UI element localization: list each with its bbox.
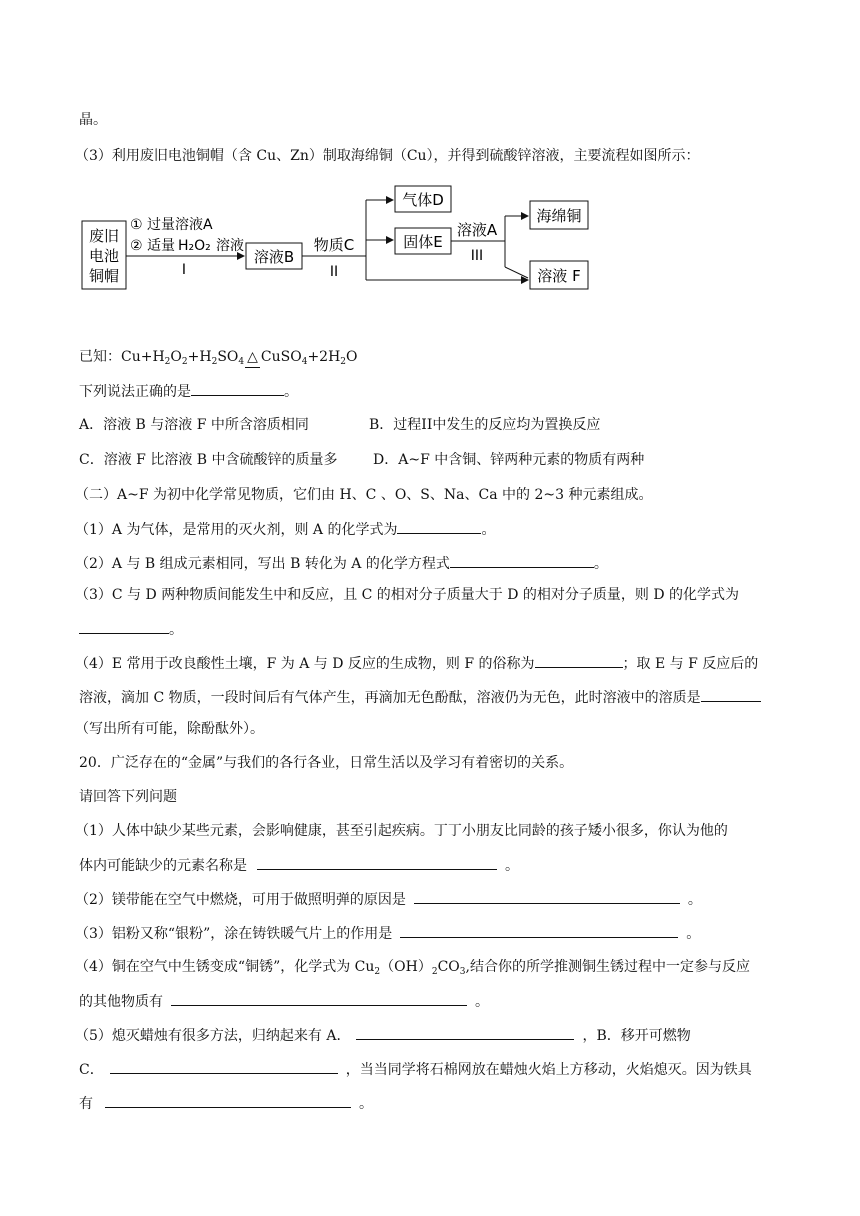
roman-3: III (470, 248, 484, 264)
punct: 。 (169, 622, 183, 638)
box-sponge-copper: 海绵铜 (536, 207, 582, 225)
question-text: 体内可能缺少的元素名称是 (79, 858, 247, 874)
question-text: （1）A 为气体，是常用的灭火剂，则 A 的化学式为 (75, 522, 398, 538)
punct: 。 (686, 926, 701, 942)
box-waste-line3: 铜帽 (88, 267, 120, 285)
option-d: D．A~F 中含铜、锌两种元素的物质有两种 (373, 452, 645, 468)
option-c: C．溶液 F 比溶液 B 中含硫酸锌的质量多 (79, 452, 338, 468)
answer-blank[interactable] (171, 991, 467, 1006)
punct: 。 (284, 384, 298, 400)
question-correct-statement (79, 381, 298, 402)
question-text: CO (437, 959, 460, 975)
step1-reagent-b-pre: ② 适量 (130, 238, 176, 254)
answer-blank[interactable] (701, 687, 761, 702)
text-line-cont: 晶。 (79, 112, 107, 128)
question-text: （4）E 常用于改良酸性土壤，F 为 A 与 D 反应的生成物，则 F 的俗称为 (75, 656, 535, 672)
answer-blank[interactable] (397, 519, 481, 534)
formula-sub: 2 (374, 967, 381, 977)
s2-question-3: （3）C 与 D 两种物质间能发生中和反应，且 C 的相对分子质量大于 D 的相对分子质量，则 D 的化学式为 (75, 587, 740, 603)
question-3-intro: （3）利用废旧电池铜帽（含 Cu、Zn）制取海绵铜（Cu），并得到硫酸锌溶液，主要流程如图所示： (75, 148, 700, 164)
eq-sub: 2 (211, 357, 218, 367)
step1-reagent-b-post: 溶液 (216, 238, 244, 254)
step1-reagent-b-chem: H₂O₂ (178, 238, 211, 254)
eq-part: Cu+H (121, 349, 165, 365)
punct: 。 (481, 522, 496, 538)
s2-question-4c: （写出所有可能，除酚酞外）。 (75, 721, 264, 737)
answer-blank[interactable] (257, 855, 497, 870)
question-text: （2）A 与 B 组成元素相同，写出 B 转化为 A 的化学方程式 (75, 556, 450, 572)
eq-sub: 4 (238, 357, 245, 367)
option-a: A．溶液 B 与溶液 F 中所含溶质相同 (79, 417, 309, 433)
formula-sub: 3 (459, 967, 466, 977)
answer-blank[interactable] (79, 619, 169, 634)
question-text: （5）熄灭蜡烛有很多方法，归纳起来有 A． (75, 1028, 351, 1044)
eq-part: +H (187, 349, 212, 365)
punct: 。 (359, 1096, 373, 1112)
question-text: （2）镁带能在空气中燃烧，可用于做照明弹的原因是 (75, 892, 406, 908)
answer-blank[interactable] (356, 1025, 574, 1040)
question-text: ,结合你的所学推测铜生锈过程中一定参与反应 (465, 959, 750, 975)
box-waste-line2: 电池 (88, 247, 120, 265)
answer-blank[interactable] (450, 553, 594, 568)
eq-part: O (170, 349, 182, 365)
box-gas-d: 气体D (402, 191, 444, 209)
eq-part: CuSO (260, 349, 302, 365)
box-waste-line1: 废旧 (88, 227, 120, 245)
s2-question-4b (79, 687, 761, 708)
question-20-sub: 请回答下列问题 (79, 789, 177, 805)
q20-1b (79, 855, 519, 876)
question-text: 溶液，滴加 C 物质，一段时间后有气体产生，再滴加无色酚酞，溶液仍为无色，此时溶液中的溶质是 (79, 690, 701, 706)
question-text: C． (79, 1062, 104, 1078)
question-text: 下列说法正确的是 (79, 384, 191, 400)
question-text: ，B．移开可燃物 (582, 1028, 691, 1044)
punct: 。 (505, 858, 519, 874)
q20-3 (75, 923, 700, 944)
question-text: 的其他物质有 (79, 994, 163, 1010)
box-solution-f: 溶液 F (537, 267, 581, 285)
roman-1: I (181, 262, 187, 278)
known-label: 已知： (79, 349, 121, 365)
punct: 。 (687, 892, 702, 908)
eq-part: SO (217, 349, 239, 365)
eq-sub: 2 (164, 357, 171, 367)
box-solution-b: 溶液B (253, 248, 295, 266)
q20-4b (79, 991, 489, 1012)
eq-sub: 2 (181, 357, 188, 367)
question-text: （4）铜在空气中生锈变成“铜锈”，化学式为 Cu (75, 959, 375, 975)
answer-blank[interactable] (535, 653, 623, 668)
s2-question-4a (75, 653, 758, 674)
punct: 。 (475, 994, 489, 1010)
question-text: （3）铝粉又称“银粉”，涂在铸铁暖气片上的作用是 (75, 926, 393, 942)
s2-question-3-blank (79, 619, 183, 640)
question-20: 20．广泛存在的“金属”与我们的各行各业，日常生活以及学习有着密切的关系。 (79, 755, 574, 771)
question-text: （OH） (380, 959, 432, 975)
eq-part: +2H (307, 349, 341, 365)
eq-heat-condition: △ (245, 347, 260, 368)
q20-5a (75, 1025, 691, 1046)
answer-blank[interactable] (414, 889, 680, 904)
eq-sub: 4 (301, 357, 308, 367)
eq-sub: 2 (340, 357, 347, 367)
s2-question-2 (75, 553, 608, 574)
answer-blank[interactable] (400, 923, 678, 938)
roman-2: II (329, 264, 339, 280)
process-flow-diagram (80, 183, 600, 307)
section-2-intro: （二）A~F 为初中化学常见物质，它们由 H、C 、O、S、Na、Ca 中的 2~3 种元素组成。 (75, 487, 653, 503)
reagent-c: 物质C (313, 236, 355, 254)
known-equation (79, 347, 358, 368)
q20-2 (75, 889, 702, 910)
eq-part: O (346, 349, 358, 365)
answer-blank[interactable] (105, 1093, 351, 1108)
punct: 。 (593, 556, 608, 572)
box-solid-e: 固体E (403, 233, 443, 251)
answer-blank[interactable] (191, 381, 284, 396)
reagent-a-step3: 溶液A (456, 221, 498, 239)
formula-sub: 2 (431, 967, 438, 977)
q20-5c (79, 1093, 373, 1114)
question-text: 有 (79, 1096, 93, 1112)
answer-blank[interactable] (110, 1059, 338, 1074)
question-text: ，当当同学将石棉网放在蜡烛火焰上方移动，火焰熄灭。因为铁具 (345, 1062, 752, 1078)
step1-reagent-a: ① 过量溶液A (130, 217, 213, 233)
q20-5b (79, 1059, 752, 1080)
question-text: ；取 E 与 F 反应后的 (622, 656, 759, 672)
option-b: B．过程II中发生的反应均为置换反应 (369, 417, 601, 433)
q20-4a (75, 957, 750, 977)
s2-question-1 (75, 519, 495, 540)
q20-1a: （1）人体中缺少某些元素，会影响健康，甚至引起疾病。丁丁小朋友比同龄的孩子矮小很多，你认为他的 (75, 823, 728, 839)
